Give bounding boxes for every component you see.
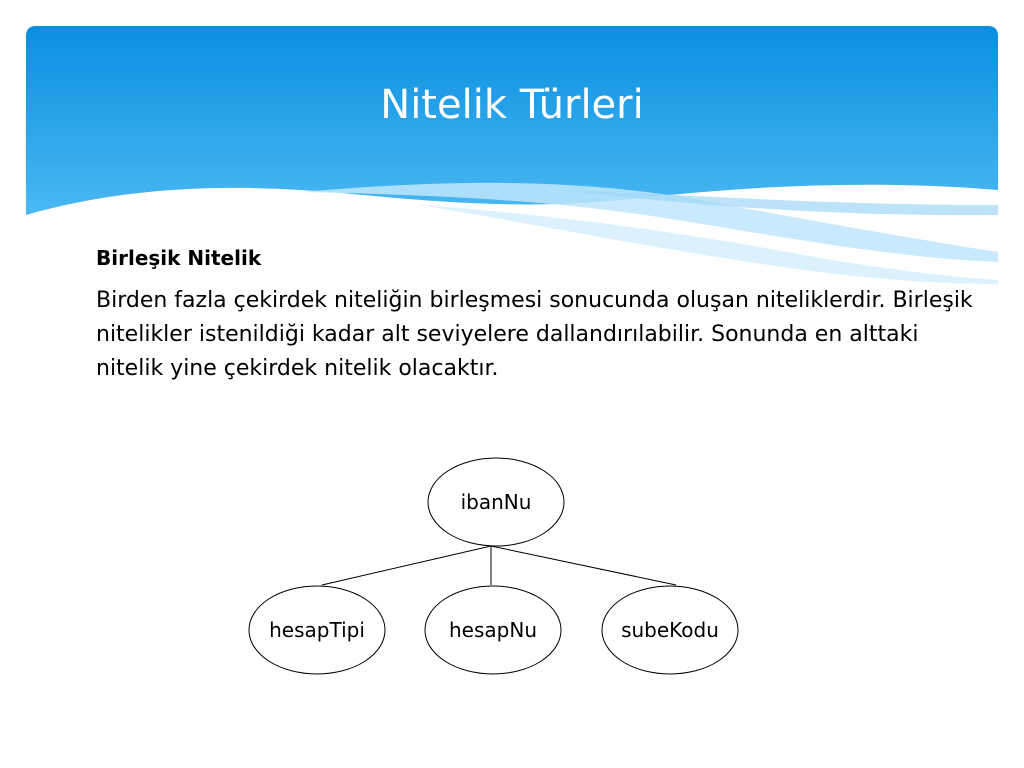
node-label: hesapTipi [269,618,365,642]
node-label: subeKodu [621,618,719,642]
slide-title: Nitelik Türleri [380,82,644,128]
node-subeKodu [602,586,738,674]
node-ibanNu [428,458,564,546]
subheading: Birleşik Nitelik [96,246,262,270]
description-paragraph: Birden fazla çekirdek niteliğin birleşmesi sonucunda oluşan niteliklerdir. Birleşik nitelikler istenildiği kadar alt seviyelere dallandırılabilir. Sonunda en alttaki nitelik yine çekirdek nitelik olacaktır. [96,288,973,381]
node-hesapTipi [249,586,385,674]
connector-line-subeKodu [491,546,676,585]
node-label: ibanNu [460,490,532,514]
node-label: hesapNu [449,618,537,642]
connector-line-hesapTipi [322,546,491,585]
node-hesapNu [425,586,561,674]
